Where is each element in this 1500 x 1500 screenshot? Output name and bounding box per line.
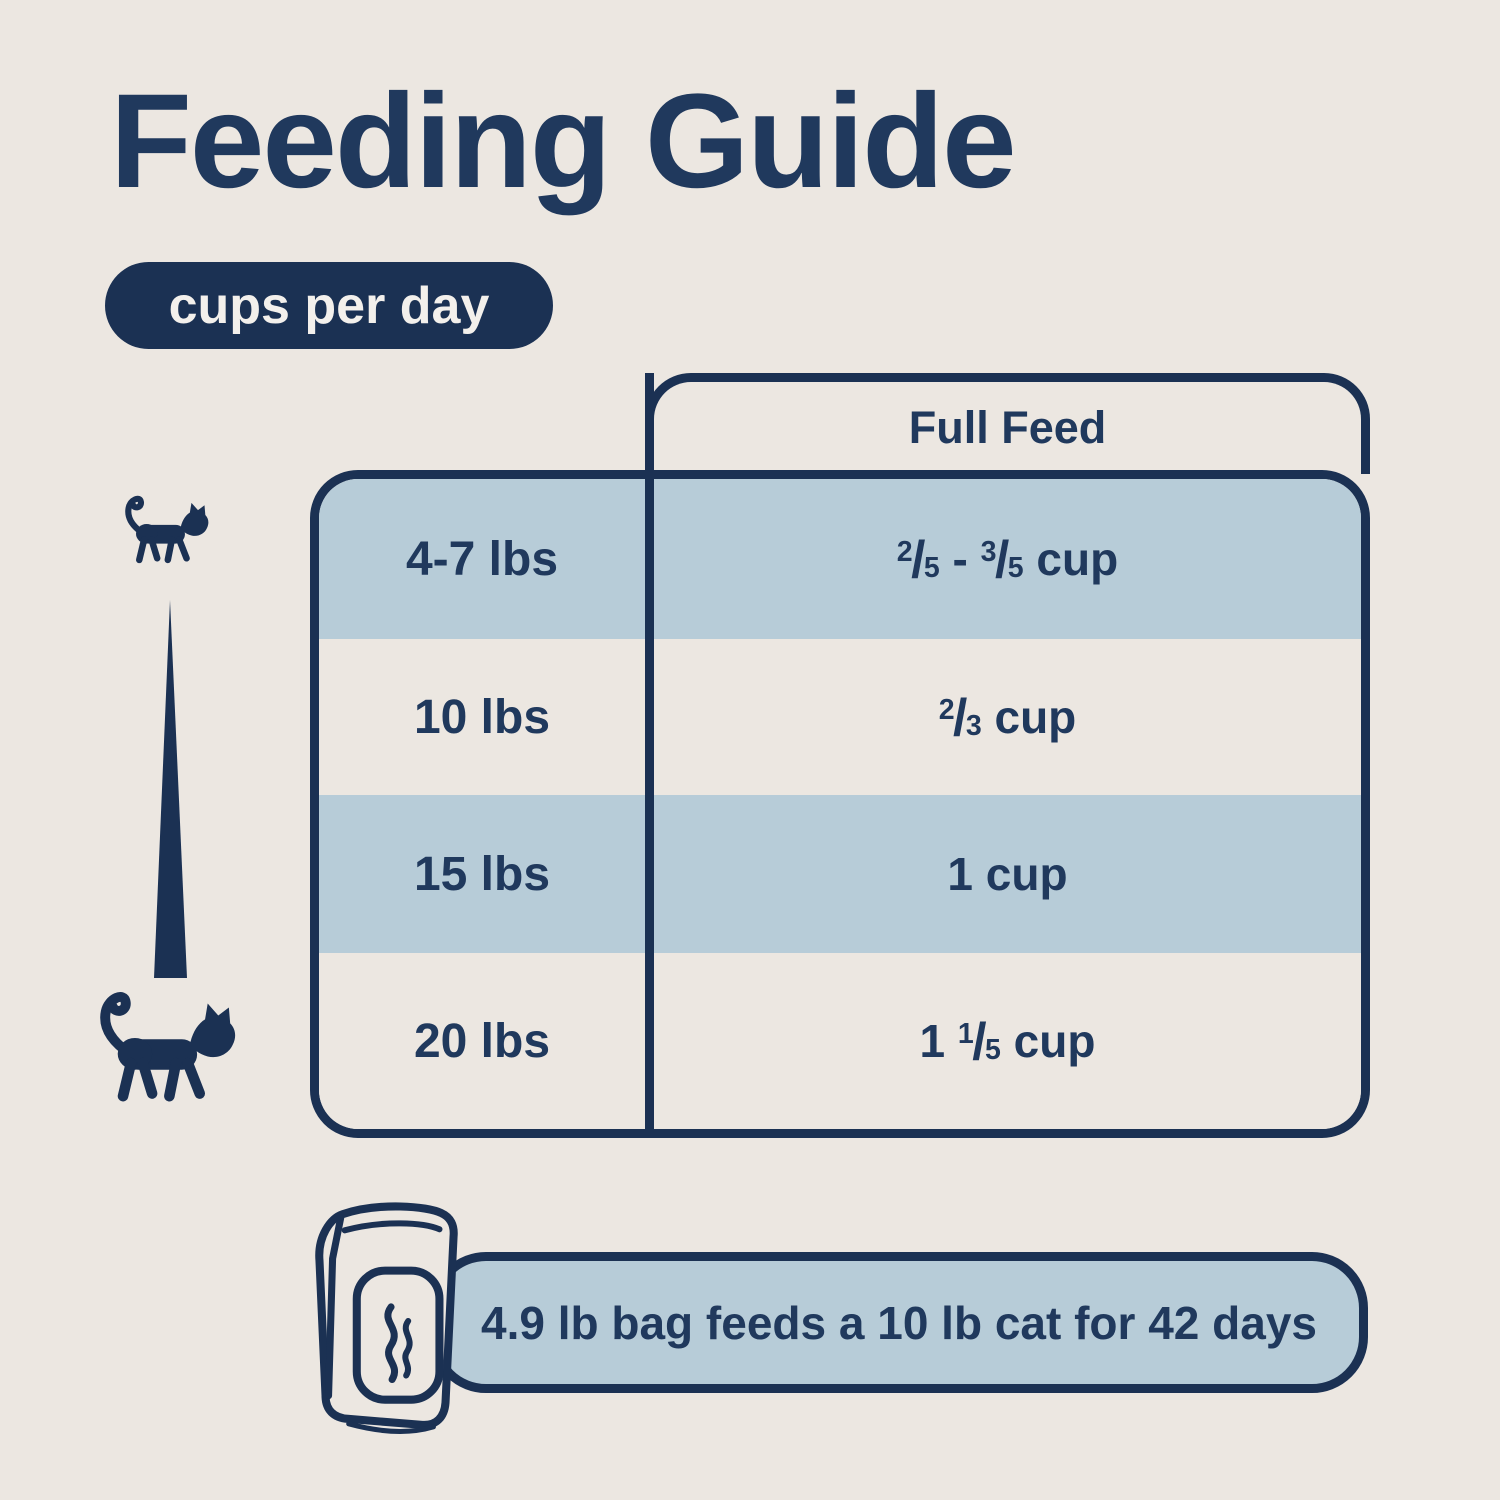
- large-cat-icon: [82, 986, 254, 1119]
- amount-cell: [654, 639, 1361, 795]
- table-row: [319, 479, 1361, 639]
- bag-note-banner: [430, 1252, 1368, 1393]
- fraction: 2 / 5: [896, 530, 940, 588]
- table-rows: [319, 479, 1361, 1129]
- value-text: cup: [1000, 1015, 1096, 1067]
- value-text: cup: [981, 691, 1077, 743]
- value-text: -: [939, 533, 981, 585]
- column-divider: [645, 373, 654, 1138]
- fraction: 3 / 5: [980, 530, 1024, 588]
- feeding-table: [310, 470, 1370, 1138]
- value-text: 1: [919, 1015, 958, 1067]
- table-row: [319, 639, 1361, 795]
- table-row: [319, 795, 1361, 953]
- table-row: [319, 953, 1361, 1129]
- weight-cell: 15 lbs: [413, 847, 551, 901]
- table-header-full-feed: [645, 373, 1370, 474]
- amount-cell: [654, 953, 1361, 1129]
- bag-note-text: 4.9 lb bag feeds a 10 lb cat for 42 days: [480, 1296, 1318, 1349]
- fraction: 2 / 3: [938, 688, 982, 746]
- small-cat-icon: [114, 492, 220, 574]
- weight-cell: 4-7 lbs: [405, 532, 559, 586]
- value-text: cup: [1023, 533, 1119, 585]
- fraction: 1 / 5: [957, 1012, 1001, 1070]
- units-badge: [105, 262, 553, 349]
- column-header-label: Full Feed: [908, 402, 1107, 453]
- weight-cell: 10 lbs: [413, 690, 551, 744]
- amount-cell: [654, 479, 1361, 639]
- size-scale-triangle-icon: [152, 598, 190, 980]
- amount-cell: [654, 795, 1361, 953]
- page-title: Feeding Guide: [110, 67, 1015, 216]
- weight-cell: 20 lbs: [413, 1014, 551, 1068]
- units-badge-label: cups per day: [168, 276, 490, 335]
- food-bag-icon: [290, 1194, 478, 1440]
- value-text: 1 cup: [947, 848, 1068, 900]
